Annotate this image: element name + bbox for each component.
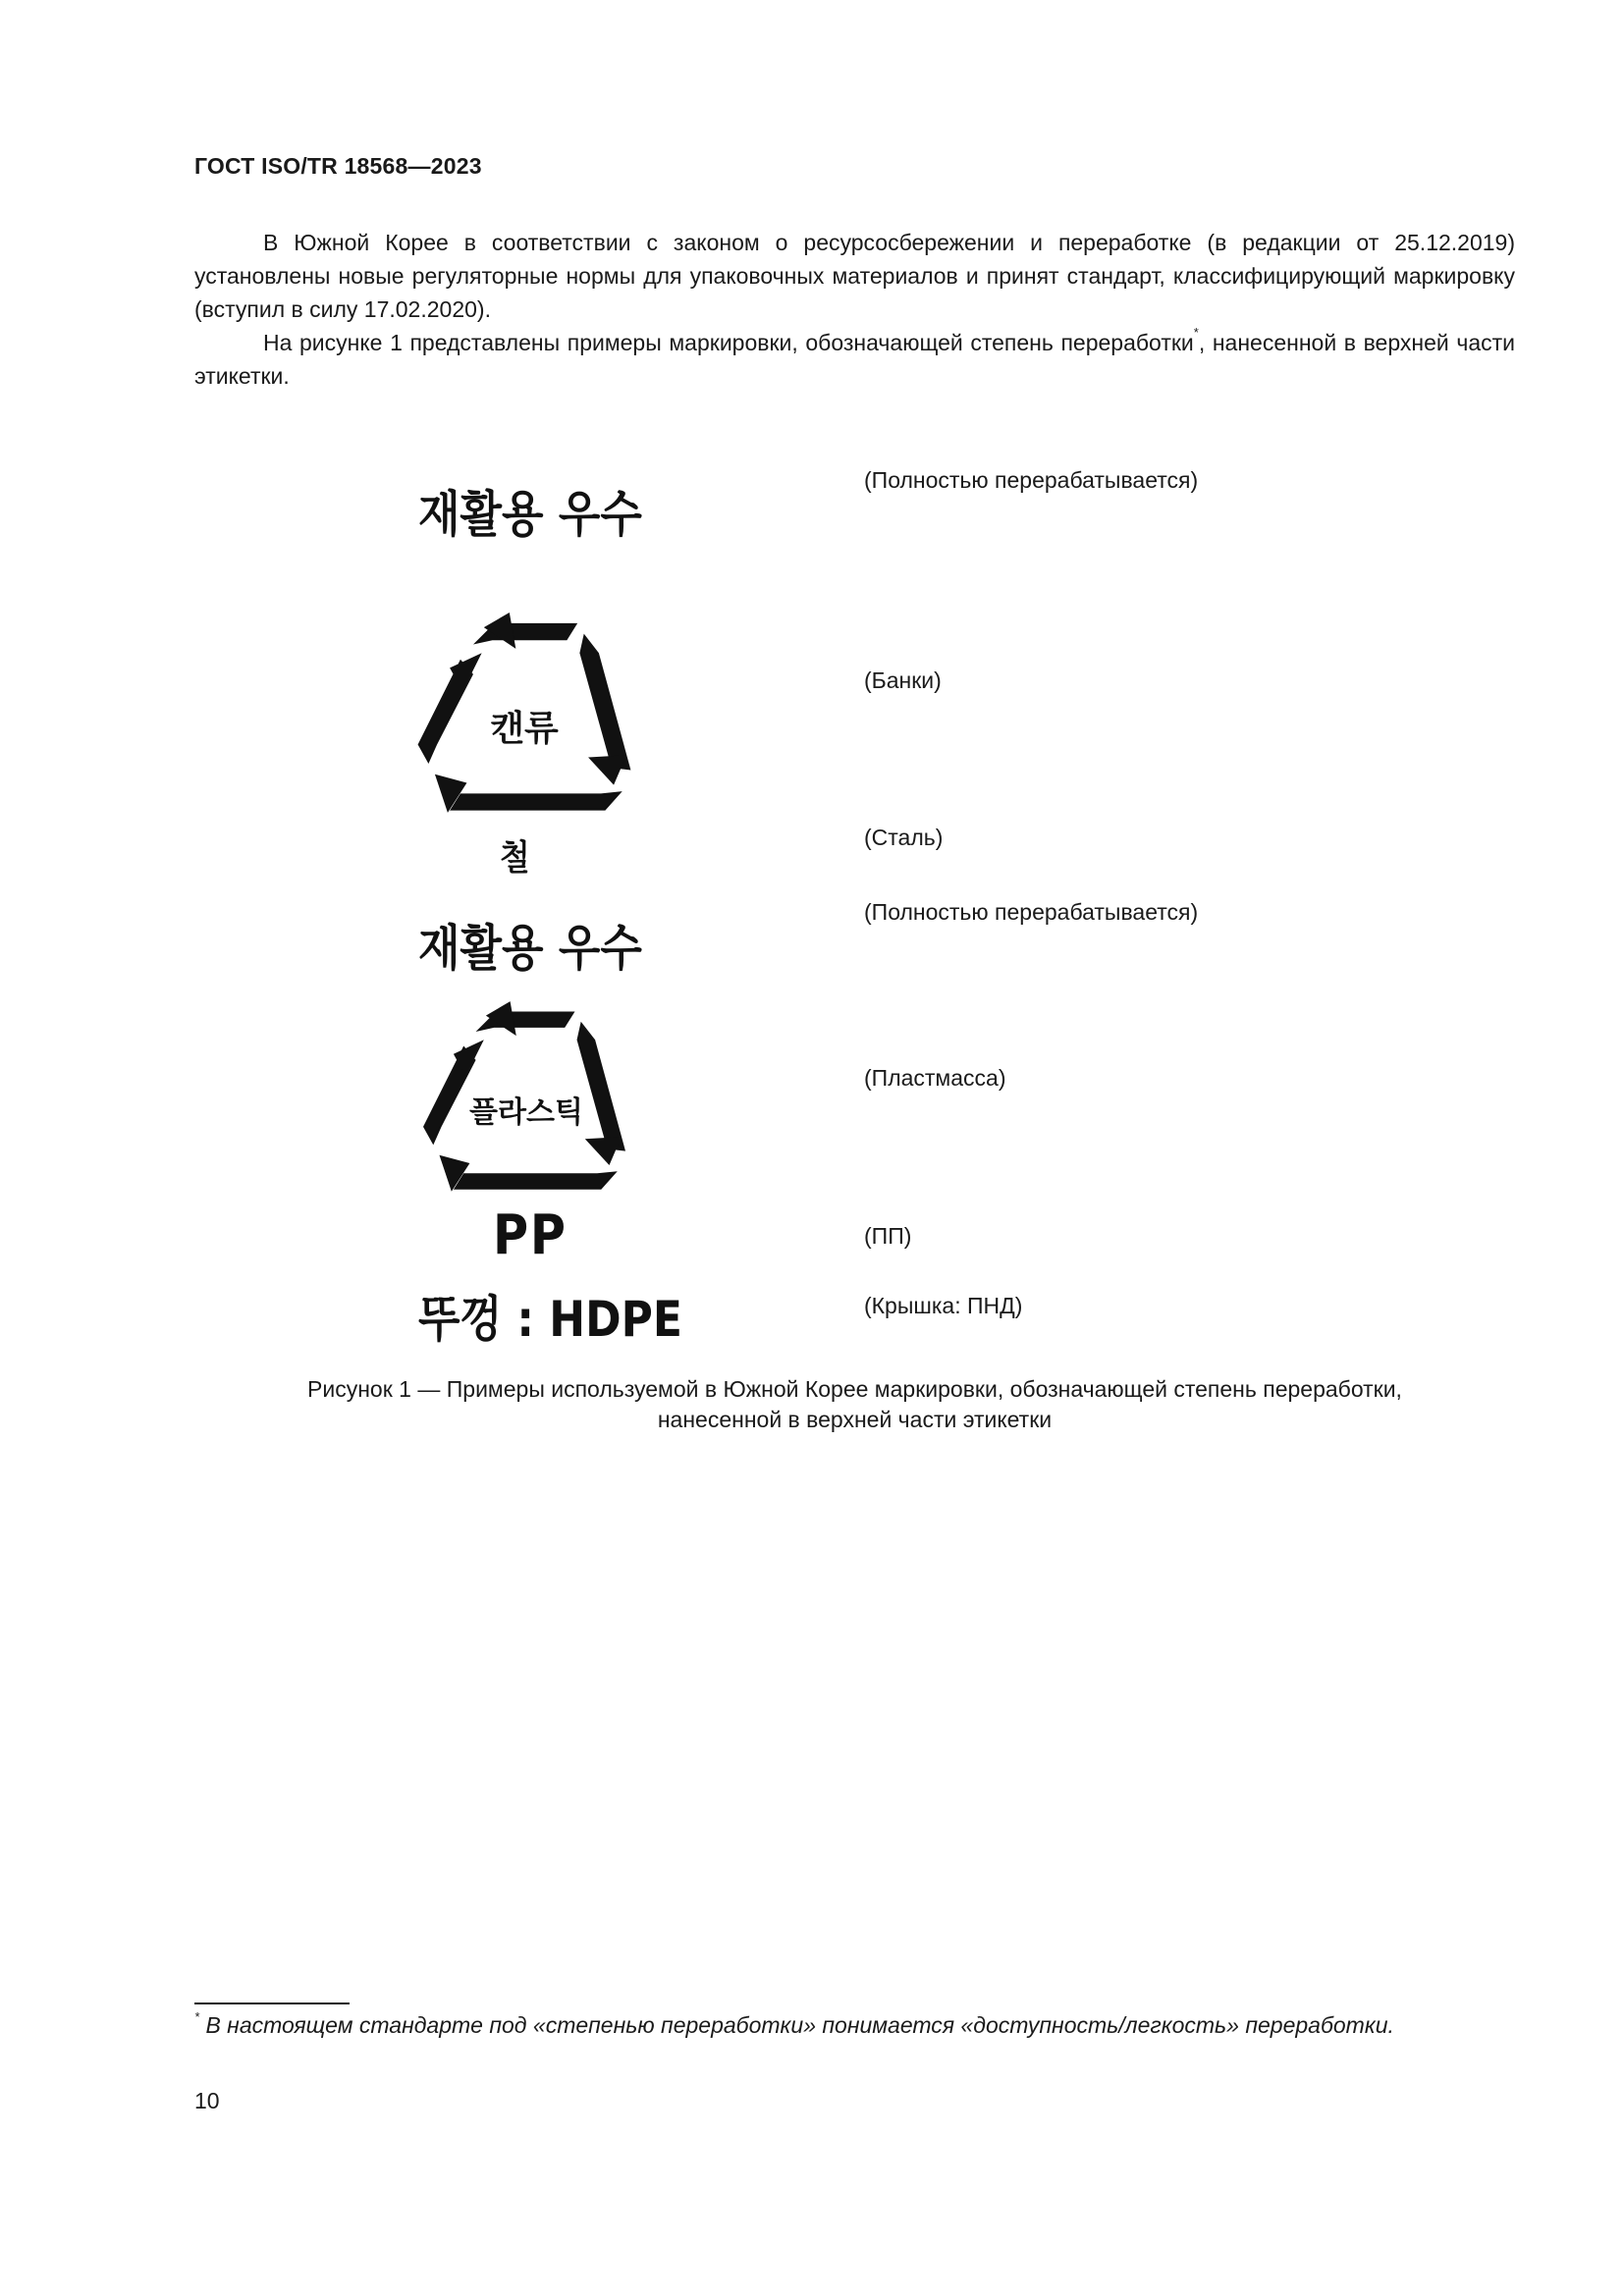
label-ru-pp: (ПП) xyxy=(864,1223,912,1249)
figure-caption xyxy=(194,1374,1515,1435)
footnote xyxy=(194,2010,1515,2041)
page-number: 10 xyxy=(194,2088,220,2113)
label-ko-cans: 캔류 xyxy=(490,709,559,749)
footnote-marker: * xyxy=(1193,325,1199,340)
paragraph-figure-reference xyxy=(194,326,1515,393)
label-ru-fully-recyclable-2: (Полностью перерабатывается) xyxy=(864,899,1199,925)
label-ru-plastic: (Пластмасса) xyxy=(864,1065,1006,1091)
label-ko-pp: PP xyxy=(493,1203,568,1267)
footnote-text: В настоящем стандарте под «степенью переработки» понимается «доступность/легкость» переработки. xyxy=(205,2012,1394,2038)
label-ko-lid-hdpe: 뚜껑 : HDPE xyxy=(418,1291,682,1348)
paragraph-intro xyxy=(194,226,1515,326)
label-ru-fully-recyclable-1: (Полностью перерабатывается) xyxy=(864,467,1199,493)
label-ru-cans: (Банки) xyxy=(864,667,942,693)
label-ko-plastic: 플라스틱 xyxy=(469,1095,583,1130)
footnote-divider xyxy=(194,2002,350,2004)
footnote-mark: * xyxy=(194,2009,200,2024)
document-header: ГОСТ ISO/TR 18568—2023 xyxy=(194,153,482,179)
paragraph-figure-reference-text: На рисунке 1 представлены примеры маркировки, обозначающей степень переработки xyxy=(263,330,1194,355)
paragraph-intro-text: В Южной Корее в соответствии с законом о ресурсосбережении и переработке (в редакции от 25.12.2019) установлены новые регуляторные нормы для упаковочных материалов и принят стандарт, классифицирующий маркировку (вступил в силу 17.02.2020). xyxy=(194,230,1515,322)
label-ko-recyclable-excellent-1: 재활용 우수 xyxy=(418,486,642,543)
figure-caption-line-1: Рисунок 1 — Примеры используемой в Южной Корее маркировки, обозначающей степень переработки, xyxy=(307,1376,1402,1402)
label-ru-lid-hdpe: (Крышка: ПНД) xyxy=(864,1293,1023,1318)
label-ko-steel: 철 xyxy=(500,838,530,879)
paragraph-figure-reference-end: , нанесенной в верхней части этикетки. xyxy=(194,330,1515,389)
label-ru-steel: (Сталь) xyxy=(864,825,944,850)
label-ko-recyclable-excellent-2: 재활용 우수 xyxy=(418,920,642,977)
figure-caption-line-2: нанесенной в верхней части этикетки xyxy=(657,1407,1053,1432)
